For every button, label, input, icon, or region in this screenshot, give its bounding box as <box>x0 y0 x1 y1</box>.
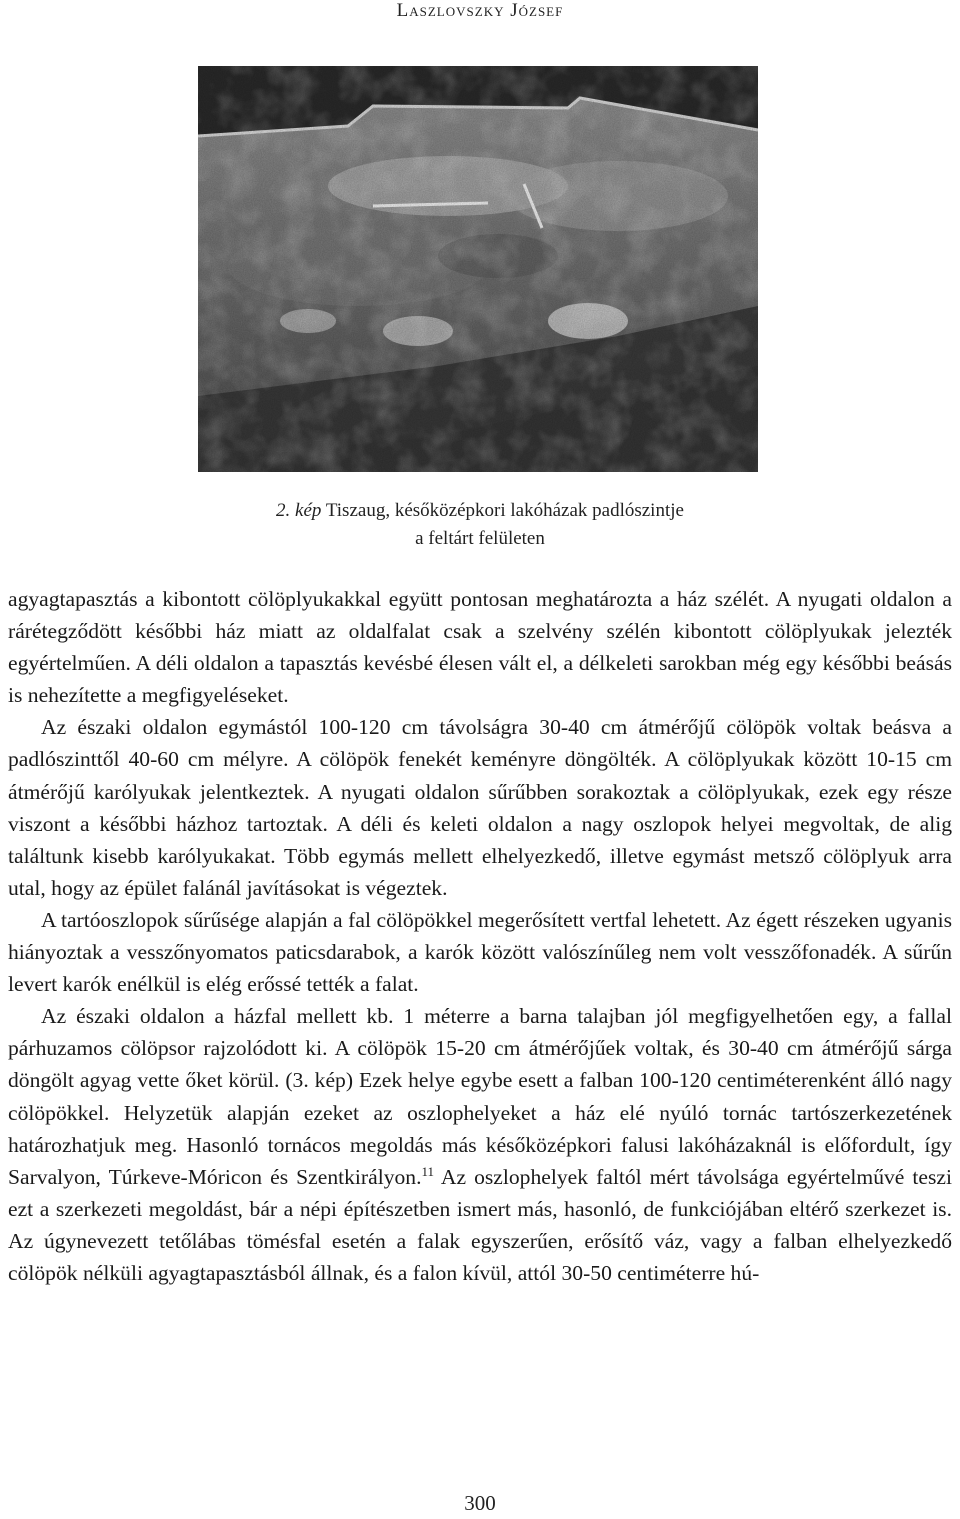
paragraph: A tartóoszlopok sűrűsége alapján a fal cölöpökkel megerősített vertfal lehetett. Az égett részeken ugyanis hiányoztak a vesszőnyomatos paticsdarabok, a karók között valószínűleg nem volt vesszőfonadék. A sűrűn levert karók enélkül is elég erőssé tették a falat. <box>8 907 952 997</box>
excavation-photo <box>198 66 758 472</box>
running-head: Laszlovszky József <box>396 0 564 21</box>
paragraph <box>8 1000 952 1289</box>
caption-label: 2. kép <box>276 500 322 521</box>
caption-line-1 <box>0 497 960 525</box>
paragraph: agyagtapasztás a kibontott cölöplyukakkal együtt pontosan meghatározta a ház szélét. A nyugati oldalon a rárétegződött későbbi ház miatt az oldalfalat csak a szelvény szélén kibontott cölöplyukak jelezték egyértelműen. A déli oldalon a tapasztás kevésbé élesen vált el, a délkeleti sarokban még egy későbbi beásás is nehezítette a megfigyeléseket. <box>8 587 952 708</box>
paragraph-text: Az oszlophelyek faltól mért távolsága egyértelművé teszi ezt a szerkezeti megoldást, bár a népi építészetben ismert más, hasonló, de funkciójában eltérő szerkezet is. Az úgynevezett tetőlábas tömésfal esetén a falak egyszerűen, erősítő váz, vagy a falban elhelyezkedő cölöpök nélküli agyagtapasztásból állnak, és a falon kívül, attól 30-50 centiméterre hú- <box>8 1164 952 1285</box>
paragraph: Az északi oldalon egymástól 100-120 cm távolságra 30-40 cm átmérőjű cölöpök voltak beásva a padlószinttől 40-60 cm mélyre. A cölöpök fenekét keményre döngölték. A cölöplyukak között 10-15 cm átmérőjű karólyukak jelentkeztek. A nyugati oldalon sűrűbben sorakoztak a cölöplyukak, ezek egy része viszont a későbbi házhoz tartoztak. A déli és keleti oldalon a nagy oszlopok helyei megvoltak, de alig találtunk kisebb karólyukakat. Több egymás mellett elhelyezkedő, illetve egymást metsző cölöplyuk arra utal, hogy az épület falánál javításokat is végeztek. <box>8 715 952 900</box>
page-number: 300 <box>464 1491 496 1515</box>
paragraph-text: Az északi oldalon a házfal mellett kb. 1 méterre a barna talajban jól megfigyelhetően egy, a fallal párhuzamos cölöpsor rajzolódott ki. A cölöpök 15-20 cm átmérőjűek voltak, és 30-40 cm átmérőjű sárga döngölt agyag vette őket körül. (3. kép) Ezek helye egybe esett a falban 100-120 centiméterenként álló nagy cölöpökkel. Helyzetük alapján ezeket az oszlophelyeket a ház elé nyúló tornác tartószerkezetének határozhatjuk meg. Hasonló tornácos megoldás más későközépkori falusi lakóházaknál is előfordult, így Sarvalyon, Túrkeve-Móricon és Szentkirályon. <box>8 1004 952 1189</box>
caption-line-2: a feltárt felületen <box>415 528 545 549</box>
footnote-marker[interactable]: 11 <box>421 1163 435 1179</box>
caption-text-1: Tiszaug, későközépkori lakóházak padlószintje <box>325 500 684 521</box>
body-text <box>8 583 952 1289</box>
figure-caption <box>0 497 960 553</box>
